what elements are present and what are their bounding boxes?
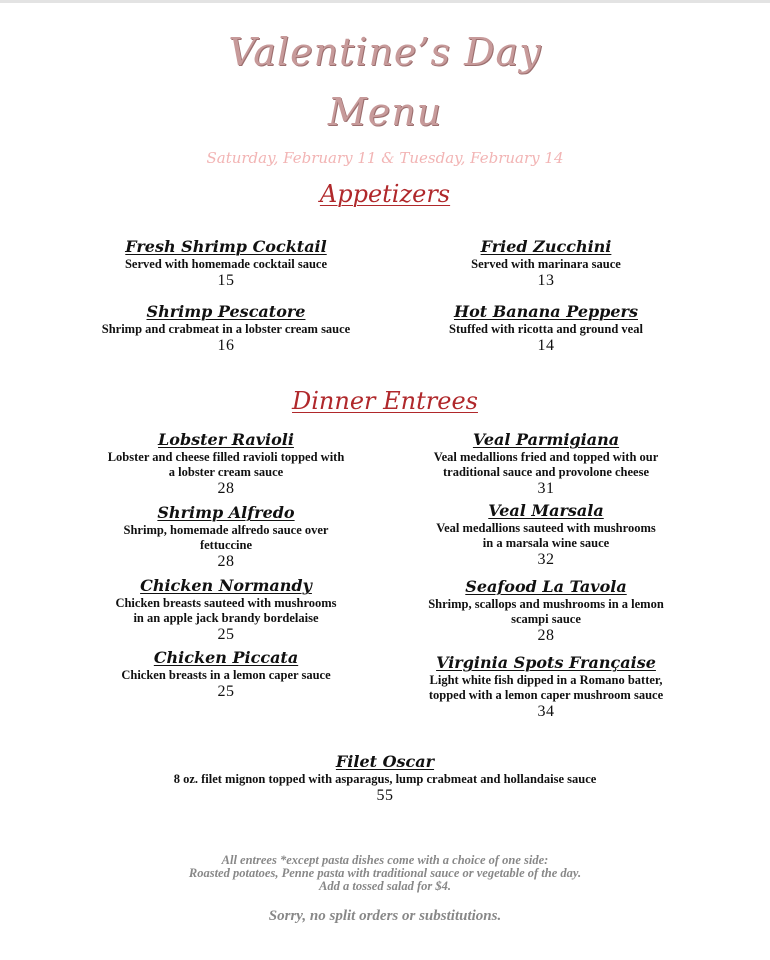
appetizers-heading: Appetizers bbox=[319, 180, 451, 208]
item-name: Fresh Shrimp Cocktail bbox=[125, 237, 327, 256]
item-description-line2: topped with a lemon caper mushroom sauce bbox=[428, 688, 664, 702]
item-name: Fried Zucchini bbox=[480, 237, 612, 256]
menu-item-hot-banana-peppers bbox=[396, 302, 696, 355]
item-description-line1: Shrimp, homemade alfredo sauce over bbox=[123, 523, 329, 537]
item-price: 25 bbox=[217, 626, 235, 643]
entrees-heading: Dinner Entrees bbox=[292, 387, 478, 415]
item-description-line1: Light white fish dipped in a Romano batter, bbox=[429, 673, 663, 687]
footer-line: Roasted potatoes, Penne pasta with traditional sauce or vegetable of the day. bbox=[188, 866, 582, 880]
menu-item-chicken-piccata bbox=[76, 648, 376, 701]
menu-dates: Saturday, February 11 & Tuesday, February 14 bbox=[206, 149, 564, 167]
item-description-line2: traditional sauce and provolone cheese bbox=[442, 465, 650, 479]
footer-line: Add a tossed salad for $4. bbox=[319, 879, 451, 893]
menu-item-fresh-shrimp-cocktail bbox=[76, 237, 376, 290]
item-price: 15 bbox=[217, 272, 235, 289]
item-description-line1: Veal medallions fried and topped with our bbox=[433, 450, 659, 464]
item-price: 32 bbox=[537, 551, 555, 568]
item-price: 34 bbox=[537, 703, 555, 720]
item-name: Chicken Normandy bbox=[140, 576, 312, 595]
footer-note-no-substitutions: Sorry, no split orders or substitutions. bbox=[268, 908, 502, 924]
menu-item-lobster-ravioli bbox=[76, 430, 376, 498]
menu-item-shrimp-pescatore bbox=[76, 302, 376, 355]
menu-item-veal-marsala bbox=[394, 501, 698, 569]
item-price: 16 bbox=[217, 337, 235, 354]
item-price: 28 bbox=[217, 480, 235, 497]
item-description-line2: fettuccine bbox=[199, 538, 253, 552]
item-price: 28 bbox=[537, 627, 555, 644]
menu-item-fried-zucchini bbox=[396, 237, 696, 290]
footer-notes bbox=[0, 854, 770, 893]
item-name: Seafood La Tavola bbox=[465, 577, 627, 596]
item-description-line2: a lobster cream sauce bbox=[168, 465, 284, 479]
menu-item-filet-oscar bbox=[85, 752, 685, 805]
item-description-line1: Veal medallions sauteed with mushrooms bbox=[436, 521, 656, 535]
item-price: 25 bbox=[217, 683, 235, 700]
item-name: Filet Oscar bbox=[335, 752, 435, 771]
item-price: 55 bbox=[376, 787, 394, 804]
item-description: Stuffed with ricotta and ground veal bbox=[449, 322, 643, 336]
item-name: Lobster Ravioli bbox=[158, 430, 294, 449]
menu-item-virginia-spots-francaise bbox=[394, 653, 698, 721]
item-price: 13 bbox=[537, 272, 555, 289]
item-name: Virginia Spots Française bbox=[436, 653, 656, 672]
item-name: Hot Banana Peppers bbox=[454, 302, 638, 321]
item-description-line2: scampi sauce bbox=[511, 612, 581, 626]
item-name: Veal Parmigiana bbox=[472, 430, 620, 449]
menu-item-shrimp-alfredo bbox=[76, 503, 376, 571]
item-description: Served with marinara sauce bbox=[471, 257, 621, 271]
item-name: Shrimp Alfredo bbox=[157, 503, 295, 522]
menu-title: Valentine’s Day bbox=[228, 30, 542, 74]
item-description-line2: in an apple jack brandy bordelaise bbox=[133, 611, 319, 625]
item-price: 31 bbox=[537, 480, 555, 497]
item-description-line1: Shrimp, scallops and mushrooms in a lemon bbox=[428, 597, 664, 611]
item-description-line1: Chicken breasts sauteed with mushrooms bbox=[115, 596, 337, 610]
item-description-line1: Lobster and cheese filled ravioli topped with bbox=[107, 450, 345, 464]
item-name: Veal Marsala bbox=[488, 501, 604, 520]
item-description: 8 oz. filet mignon topped with asparagus, lump crabmeat and hollandaise sauce bbox=[173, 772, 597, 786]
menu-subtitle: Menu bbox=[327, 90, 443, 134]
item-description: Chicken breasts in a lemon caper sauce bbox=[121, 668, 331, 682]
menu-item-veal-parmigiana bbox=[394, 430, 698, 498]
item-name: Chicken Piccata bbox=[153, 648, 299, 667]
item-name: Shrimp Pescatore bbox=[146, 302, 306, 321]
page-top-border bbox=[0, 0, 770, 3]
item-price: 14 bbox=[537, 337, 555, 354]
item-description: Served with homemade cocktail sauce bbox=[124, 257, 328, 271]
menu-item-chicken-normandy bbox=[76, 576, 376, 644]
menu-item-seafood-la-tavola bbox=[394, 577, 698, 645]
footer-line: All entrees *except pasta dishes come with a choice of one side: bbox=[221, 853, 549, 867]
item-price: 28 bbox=[217, 553, 235, 570]
item-description: Shrimp and crabmeat in a lobster cream sauce bbox=[101, 322, 351, 336]
item-description-line2: in a marsala wine sauce bbox=[482, 536, 610, 550]
